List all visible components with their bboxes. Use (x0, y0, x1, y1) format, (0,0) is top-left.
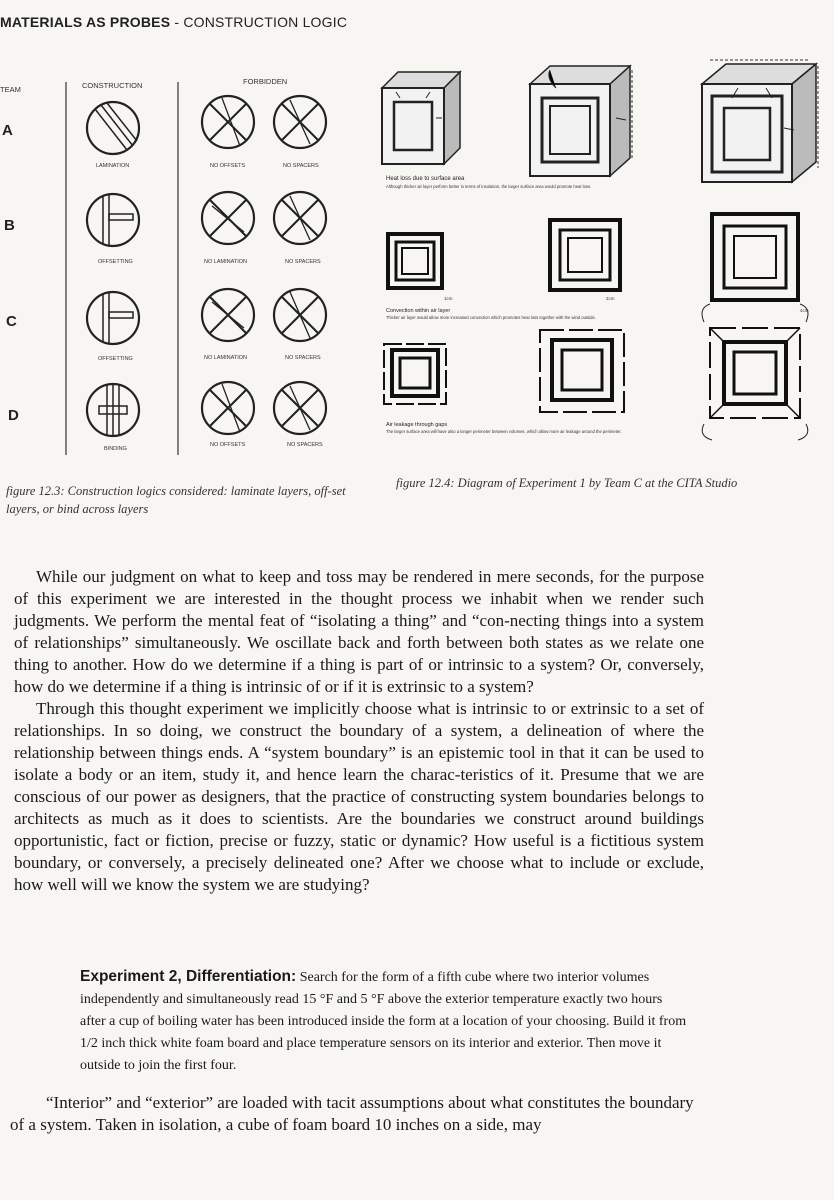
header-section: MATERIALS AS PROBES (0, 14, 171, 30)
row-c-construction: OFFSETTING (98, 356, 133, 362)
team-d-label: D (8, 407, 19, 424)
experiment-2-block (80, 966, 690, 1077)
row-d-forbidden-1: NO OFFSETS (210, 442, 246, 448)
row-b-construction: OFFSETTING (98, 259, 133, 265)
offsetting-symbol (87, 292, 139, 344)
experiment-text: Search for the form of a fifth cube where two interior volumes independently and simultaneously read 15 °F and 5 °F above the exterior temperature exactly two hours after a cup of boiling water has been introduced inside the form at a location of your choosing. Build it from 1/2 inch thick white foam board and place temperature sensors on its interior and exterior. Then move it outside to join the first four. (80, 970, 687, 1073)
team-b-label: B (4, 217, 15, 234)
paragraph-2: Through this thought experiment we implicitly choose what is intrinsic to or extrinsic to a set of relationships. In so doing, we construct the boundary of a system, a delineation of where the relationship between things ends. A “system boundary” is an epistemic tool in that it can be used to isolate a body or an item, study it, and hence learn the charac-teristics of it. Presume that we are conscious of our power as designers, that the practice of constructing system boundaries belongs to architects as much as it does to scientists. Are the boundaries we construct around buildings opportunistic, fact or fiction, precise or fuzzy, static or dynamic? How useful is a fictitious system boundary, or conversely, a precisely delineated one? After we choose what to include or exclude, how well will we know the system we are studying? (14, 699, 704, 894)
dim-label-1: 1cm (444, 296, 453, 301)
figure-12-3-caption: figure 12.3: Construction logics considered: laminate layers, off-set layers, or bind across layers (6, 484, 346, 516)
offsetting-symbol (87, 194, 139, 246)
col-team-label: TEAM (0, 85, 21, 94)
forbidden-symbol (202, 382, 254, 434)
team-c-label: C (6, 313, 17, 330)
section-diagram-3 (712, 214, 798, 300)
closing-paragraph: “Interior” and “exterior” are loaded with tacit assumptions about what constitutes the boundary of a system. Taken in isolation, a cube of foam board 10 inches on a side, may (10, 1093, 694, 1134)
row-d-construction: BINDING (104, 446, 127, 452)
row-a-forbidden-2: NO SPACERS (283, 163, 319, 169)
running-header (0, 14, 347, 30)
col-construction-label: CONSTRUCTION (82, 81, 143, 90)
row-b-forbidden-1: NO LAMINATION (204, 259, 247, 265)
note-convection-title: Convection within air layer (386, 308, 451, 314)
leakage-diagram-3 (702, 304, 808, 440)
team-a-label: A (2, 122, 13, 139)
section-diagram-1 (388, 234, 442, 288)
note-leakage-title: Air leakage through gaps (386, 422, 448, 428)
cube-diagram-3 (702, 60, 818, 182)
note-leakage-text: The larger surface area will have also a longer perimeter between volumes, which allow more air leakage around the perimeter. (386, 429, 622, 434)
header-subtitle: CONSTRUCTION LOGIC (183, 14, 348, 30)
row-c-forbidden-1: NO LAMINATION (204, 355, 247, 361)
construction-logic-figure (0, 70, 360, 460)
cube-diagram-1 (382, 72, 460, 164)
leakage-diagram-2 (540, 330, 624, 412)
dim-label-3: 4cm (800, 308, 809, 313)
figure-12-4-caption: figure 12.4: Diagram of Experiment 1 by Team C at the CITA Studio (396, 476, 738, 490)
row-a-construction: LAMINATION (96, 163, 130, 169)
row-c-forbidden-2: NO SPACERS (285, 355, 321, 361)
col-forbidden-label: FORBIDDEN (243, 77, 288, 86)
leakage-diagram-1 (384, 344, 446, 404)
binding-symbol (87, 384, 139, 436)
cube-diagram-2 (530, 66, 632, 176)
dim-label-2: 2cm (606, 296, 615, 301)
section-diagram-2 (550, 220, 620, 290)
paragraph-1: While our judgment on what to keep and toss may be rendered in mere seconds, for the purpose of this experiment we are interested in the thought process we inhabit when we render such judgments. We perform the mental feat of “isolating a thing” and “con-necting things into a system of relationships” simultaneously. We oscillate back and forth between both states as we relate one thing to another. How do we determine if a thing is part of or intrinsic to a system? Or, conversely, how do we determine if a thing is intrinsic of or if it is extrinsic to a system? (14, 567, 704, 696)
note-heat-loss-text: Although thicker air layer perform better in terms of insulation, the larger surface area would promote heat loss. (386, 184, 592, 189)
note-heat-loss-title: Heat loss due to surface area (386, 176, 465, 182)
row-a-forbidden-1: NO OFFSETS (210, 163, 246, 169)
lamination-symbol (87, 102, 139, 154)
experiment-title: Experiment 2, Differentiation: (80, 968, 297, 985)
row-d-forbidden-2: NO SPACERS (287, 442, 323, 448)
body-text (14, 566, 704, 896)
row-b-forbidden-2: NO SPACERS (285, 259, 321, 265)
forbidden-symbol (202, 192, 254, 244)
forbidden-symbol (202, 96, 254, 148)
note-convection-text: Thicker air layer would allow more increased convection which promotes heat loss together with the wind outside. (386, 315, 596, 320)
header-separator: - (170, 14, 184, 30)
experiment-diagram-figure (380, 58, 820, 458)
